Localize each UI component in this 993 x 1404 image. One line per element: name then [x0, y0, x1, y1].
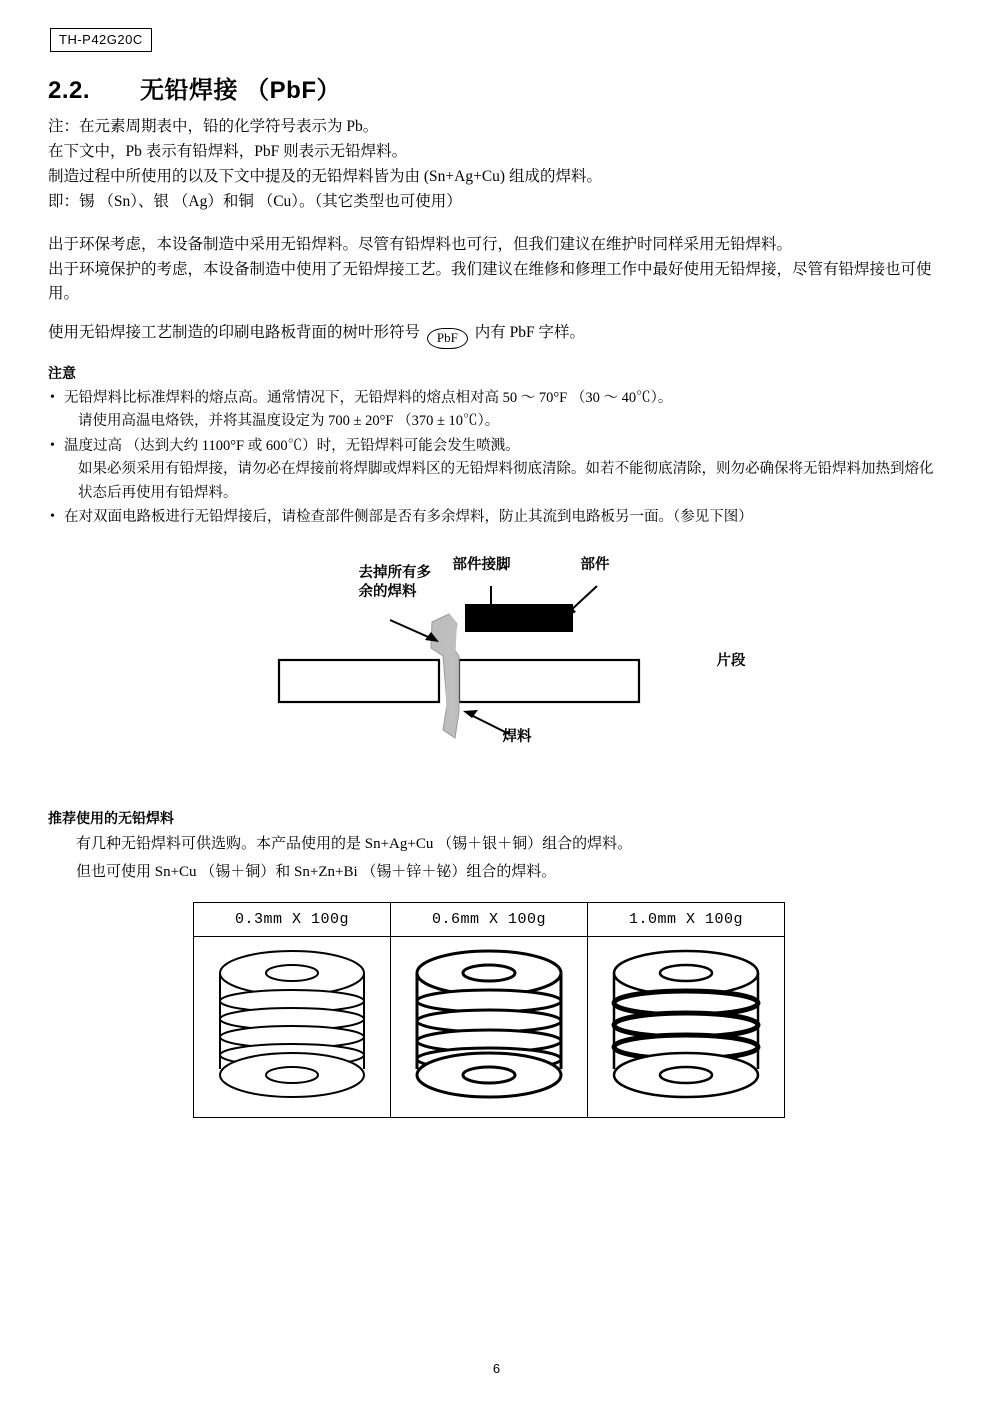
recommend-line-1: 有几种无铅焊料可供选购。本产品使用的是 Sn+Ag+Cu （锡＋银＋铜）组合的焊料。 — [76, 835, 633, 852]
pbf-symbol-note — [48, 321, 945, 349]
intro-line-1: 注：在元素周期表中，铅的化学符号表示为 Pb。 — [48, 118, 379, 135]
notice-item-3-main: 在对双面电路板进行无铅焊接后，请检查部件侧部是否有多余焊料，防止其流到电路板另一面。（参见下图） — [64, 509, 753, 526]
spacer — [48, 215, 945, 233]
table-row — [194, 936, 785, 1117]
label-segment: 片段 — [716, 652, 746, 669]
label-remove-excess-solder-line2: 余的焊料 — [358, 584, 417, 601]
reel-size-header-1: 0.3mm X 100g — [194, 902, 391, 936]
section-heading-text: 无铅焊接 （PbF） — [140, 77, 341, 104]
notice-heading: 注意 — [48, 364, 76, 381]
recommend-heading: 推荐使用的无铅焊料 — [48, 809, 174, 826]
intro-line-5: 出于环保考虑，本设备制造中采用无铅焊料。尽管有铅焊料也可行，但我们建议在维护时同样采用无铅焊料。 — [48, 236, 793, 254]
solder-reel-icon-medium — [399, 939, 579, 1109]
reel-size-header-3: 1.0mm X 100g — [588, 902, 785, 936]
page-title — [48, 70, 945, 105]
label-component: 部件 — [580, 556, 610, 573]
soldering-diagram — [57, 552, 937, 782]
reel-cell-2 — [391, 936, 588, 1117]
reel-cell-1 — [194, 936, 391, 1117]
solder-reel-table — [193, 902, 785, 1118]
intro-line-4: 即：锡 （Sn）、银 （Ag）和铜 （Cu）。（其它类型也可使用） — [48, 193, 462, 211]
pbf-leaf-icon: PbF — [427, 328, 468, 349]
reel-size-header-2: 0.6mm X 100g — [391, 902, 588, 936]
label-remove-excess-solder-line1: 去掉所有多 — [358, 564, 431, 581]
label-remove-excess-solder — [359, 564, 432, 603]
spacer — [48, 307, 945, 321]
intro-line-2: 在下文中，Pb 表示有铅焊料，PbF 则表示无铅焊料。 — [48, 143, 408, 161]
list-item — [48, 506, 945, 529]
list-item — [48, 435, 945, 505]
notice-item-1-main: 无铅焊料比标准焊料的熔点高。通常情况下，无铅焊料的熔点相对高 50 ～ 70°F （30 ～ 40℃）。 — [64, 389, 673, 406]
reel-cell-3 — [588, 936, 785, 1117]
notice-list — [48, 387, 945, 530]
section-number: 2.2. — [48, 77, 91, 104]
pbf-note-before: 使用无铅焊接工艺制造的印刷电路板背面的树叶形符号 — [48, 324, 421, 342]
table-row — [194, 902, 785, 936]
label-solder: 焊料 — [502, 728, 532, 745]
solder-reel-icon-thick — [596, 939, 776, 1109]
label-component-lead: 部件接脚 — [452, 556, 511, 573]
pbf-note-after: 内有 PbF 字样。 — [474, 324, 585, 342]
model-number-box: TH-P42G20C — [50, 28, 152, 52]
list-item — [48, 387, 945, 434]
notice-item-2-sub: 如果必须采用有铅焊接，请勿必在焊接前将焊脚或焊料区的无铅焊料彻底清除。如若不能彻底清除，则勿必确保将无铅焊料加热到熔化状态后再使用有铅焊料。 — [78, 461, 934, 501]
intro-line-6: 出于环境保护的考虑，本设备制造中使用了无铅焊接工艺。我们建议在维修和修理工作中最好使用无铅焊接，尽管有铅焊接也可使用。 — [48, 261, 932, 303]
page-number: 6 — [492, 1361, 501, 1376]
recommend-line-2: 但也可使用 Sn+Cu （锡＋铜）和 Sn+Zn+Bi （锡＋锌＋铋）组合的焊料。 — [76, 863, 557, 880]
intro-line-3: 制造过程中所使用的以及下文中提及的无铅焊料皆为由 (Sn+Ag+Cu) 组成的焊料。 — [48, 168, 602, 186]
notice-item-1-sub: 请使用高温电烙铁，并将其温度设定为 700 ± 20°F （370 ± 10℃）。 — [78, 413, 500, 430]
soldering-diagram-svg — [57, 552, 937, 782]
solder-reel-icon-thin — [202, 939, 382, 1109]
notice-item-2-main: 温度过高 （达到大约 1100°F 或 600℃）时，无铅焊料可能会发生喷溅。 — [64, 437, 520, 454]
